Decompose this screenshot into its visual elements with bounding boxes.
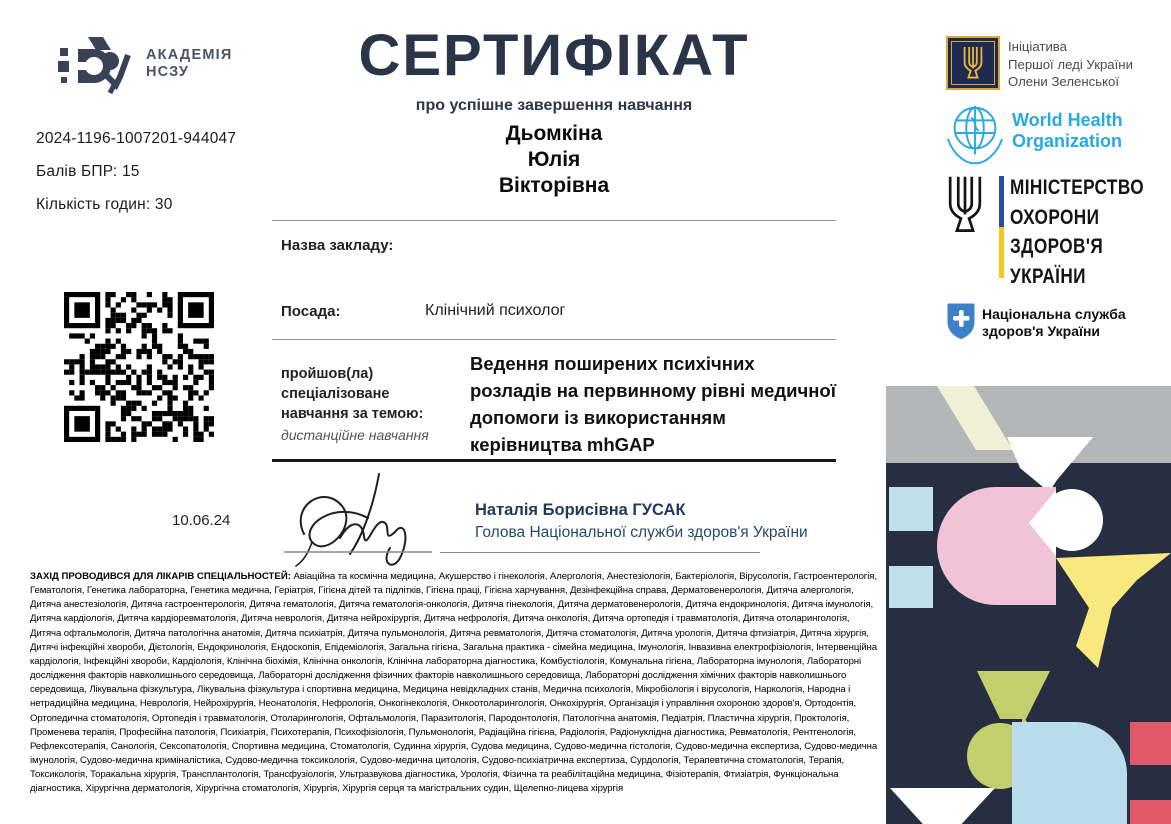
recipient-last-name: Дьомкіна bbox=[505, 122, 603, 145]
nszu-shield-icon bbox=[946, 303, 976, 339]
training-label: пройшов(ла) спеціалізоване навчання за темою: bbox=[281, 366, 424, 422]
signature-image bbox=[282, 462, 452, 567]
position-label: Посада: bbox=[281, 303, 341, 320]
training-mode: дистанційне навчання bbox=[281, 427, 429, 443]
academy-logo-line1: АКАДЕМІЯ bbox=[146, 47, 233, 63]
recipient-name bbox=[272, 121, 836, 199]
flag-bar bbox=[999, 176, 1004, 278]
academy-nszu-logo-icon bbox=[58, 33, 136, 95]
signature-line bbox=[440, 552, 760, 553]
bpr-points: Балів БПР: 15 bbox=[36, 163, 140, 180]
training-topic: Ведення поширених психічних розладів на первинному рівні медичної допомоги із використанням керівництва mhGAP bbox=[470, 353, 836, 455]
moz-trident-icon bbox=[942, 174, 988, 236]
academy-nszu-logo bbox=[58, 33, 232, 95]
academy-logo-line2: НСЗУ bbox=[146, 64, 190, 80]
recipient-middle-name: Вікторівна bbox=[498, 174, 610, 197]
institution-label: Назва закладу: bbox=[281, 237, 394, 254]
qr-code bbox=[64, 292, 214, 447]
first-lady-initiative-label: Ініціатива Першої леді України Олени Зеленської bbox=[1008, 39, 1133, 89]
certificate-title: СЕРТИФІКАТ bbox=[358, 23, 750, 88]
certificate-number: 2024-1196-1007201-944047 bbox=[36, 130, 237, 147]
certificate-subtitle: про успішне завершення навчання bbox=[415, 97, 693, 114]
who-emblem-icon bbox=[941, 100, 1009, 168]
issue-date: 10.06.24 bbox=[172, 512, 231, 529]
divider-2 bbox=[272, 339, 836, 340]
specialties-intro: ЗАХІД ПРОВОДИВСЯ ДЛЯ ЛІКАРІВ СПЕЦІАЛЬНОСТЕЙ: bbox=[30, 571, 291, 582]
hours: Кількість годин: 30 bbox=[36, 196, 173, 213]
specialties-list: Авіаційна та космічна медицина, Акушерство і гінекологія, Алергологія, Анестезіологія, Бактеріологія, Вірусологія, Гастроентерологія, Гематологія, Генетика лабораторна, Генетика медична, Геріатрія, Гігієна дітей та підлітків, Гігієна праці, Гігієна харчування, Дезінфекційна справа, Дерматовенерологія, Дитяча алергологія, Дитяча анестезіологія, Дитяча гастроентерологія, Дитяча гематологія, Дитяча гематологія-онкологія, Дитяча гінекологія, Дитяча дерматовенерологія, Дитяча ендокринологія, Дитяча імунологія, Дитяча кардіологія, Дитяча кардіоревматологія, Дитяча неврологія, Дитяча нейрохірургія, Дитяча нефрологія, Дитяча онкологія, Дитяча ортопедія і травматологія, Дитяча отоларингологія, Дитяча офтальмологія, Дитяча патологічна анатомія, Дитяча психіатрія, Дитяча пульмонологія, Дитяча ревматологія, Дитяча стоматологія, Дитяча урологія, Дитяча фтизіатрія, Дитяча хірургія, Дитячі інфекційні хвороби, Дієтологія, Ендокринологія, Ендоскопія, Епідеміологія, Загальна гігієна, Загальна практика - сімейна медицина, Імунологія, Інвазивна електрофізіологія, Інтервенційна кардіологія, Інфекційні хвороби, Кардіологія, Клінічна біохімія, Клінічна онкологія, Клінічна лабораторна діагностика, Комбустіологія, Комунальна гігієна, Лабораторна імунологія, Лабораторні дослідження факторів навколишнього середовища, Лабораторні дослідження фізичних факторів навколишнього середовища, Лабораторні дослідження хімічних факторів навколишнього середовища, Лікувальна фізкультура, Лікувальна фізкультура і спортивна медицина, Медицина невідкладних станів, Медична психологія, Мікробіологія і вірусологія, Наркологія, Народна і нетрадиційна медицина, Неврологія, Нейрохірургія, Неонатологія, Нефрологія, Онкогінекологія, Онкоотоларингологія, Онкохірургія, Організація і управління охороною здоров'я, Ортодонтія, Ортопедична стоматологія, Ортопедія і травматологія, Отоларингологія, Офтальмологія, Паразитологія, Пародонтологія, Патологічна анатомія, Педіатрія, Пластична хірургія, Проктологія, Променева терапія, Професійна патологія, Психіатрія, Психотерапія, Психофізіологія, Пульмонологія, Радіаційна гігієна, Радіологія, Радіонуклідна діагностика, Ревматологія, Рентгенологія, Рефлексотерапія, Санологія, Сексопатологія, Спортивна медицина, Стоматологія, Судинна хірургія, Судова медицина, Судово-медична гістологія, Судово-медична експертиза, Судово-медична імунологія, Судово-медична криміналістика, Судово-медична токсикологія, Судово-медична цитологія, Судово-психіатрична експертиза, Сурдологія, Терапевтична стоматологія, Терапія, Токсикологія, Торакальна хірургія, Трансплантологія, Трансфузіологія, Ультразвукова діагностика, Урологія, Фізична та реабілітаційна медицина, Фізіотерапія, Фтизіатрія, Функціональна діагностика, Хірургічна дерматологія, Хірургічна стоматологія, Хірургія, Хірургія серця та магістральних судин, Щелепно-лицева хірургія bbox=[30, 571, 878, 795]
position-value: Клінічний психолог bbox=[425, 302, 566, 319]
signer-title: Голова Національної служби здоров'я України bbox=[475, 524, 808, 541]
coat-of-arms-emblem bbox=[946, 36, 1000, 90]
who-label: World Health Organization bbox=[1012, 110, 1123, 151]
moz-label: МІНІСТЕРСТВО ОХОРОНИ ЗДОРОВ'Я УКРАЇНИ bbox=[1010, 175, 1144, 288]
divider-1 bbox=[272, 220, 836, 221]
recipient-first-name: Юлія bbox=[527, 148, 581, 171]
trident-icon-gold bbox=[960, 45, 986, 81]
specialties-paragraph bbox=[30, 570, 882, 797]
decorative-artwork bbox=[886, 386, 1171, 824]
signer-name: Наталія Борисівна ГУСАК bbox=[475, 501, 686, 519]
nszu-label: Національна служба здоров'я України bbox=[982, 306, 1126, 339]
